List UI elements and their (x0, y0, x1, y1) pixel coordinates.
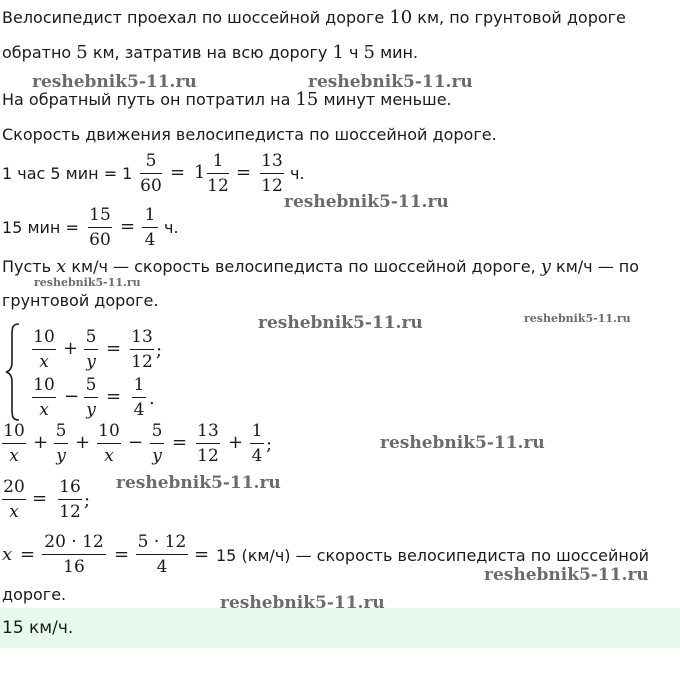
fraction: 13 12 (131, 327, 153, 372)
fraction: 1 4 (142, 204, 158, 251)
watermark: reshebnik5-11.ru (258, 313, 423, 333)
fraction: 5 y (85, 375, 97, 420)
watermark: reshebnik5-11.ru (284, 192, 449, 212)
answer-box (0, 608, 680, 648)
watermark: reshebnik5-11.ru (116, 473, 281, 493)
fraction: 10 x (98, 421, 120, 466)
fraction: 5 · 12 4 (137, 532, 187, 577)
watermark: reshebnik5-11.ru (34, 276, 141, 289)
fraction: 10 x (33, 375, 55, 420)
let-statement: Пусть x км/ч — скорость велосипедиста по шоссейной дороге, y км/ч — по (2, 256, 640, 277)
fraction: 5 y (55, 421, 67, 466)
fraction: 13 12 (261, 151, 283, 196)
fraction: 5 y (151, 421, 163, 466)
watermark: reshebnik5-11.ru (220, 593, 385, 613)
let-statement-cont: грунтовой дороге. (2, 291, 159, 310)
fraction: 15 60 (89, 205, 111, 250)
fraction: 13 12 (197, 421, 219, 466)
system-brace (4, 322, 22, 422)
fraction: 20 x (3, 477, 25, 522)
fraction: 16 12 (59, 477, 81, 522)
watermark: reshebnik5-11.ru (308, 72, 473, 92)
watermark: reshebnik5-11.ru (524, 312, 631, 325)
fraction: 5 60 (140, 151, 162, 196)
section-heading: Скорость движения велосипедиста по шоссейной дороге. (2, 125, 497, 144)
problem-line-2: обратно 5 км, затратив на всю дорогу 1 ч 5 мин. (2, 42, 419, 63)
answer-text: 15 км/ч. (2, 618, 74, 638)
fraction: 1 4 (133, 375, 145, 420)
fraction: 1 4 (251, 421, 263, 466)
fraction: 10 x (33, 327, 55, 372)
fraction: 20 · 12 16 (42, 531, 106, 578)
watermark: reshebnik5-11.ru (484, 565, 649, 585)
fraction: 10 x (3, 421, 25, 466)
fraction: 1 12 (207, 151, 229, 196)
watermark: reshebnik5-11.ru (32, 72, 197, 92)
problem-line-1: Велосипедист проехал по шоссейной дороге 10 км, по грунтовой дороге (2, 7, 626, 28)
watermark: reshebnik5-11.ru (380, 433, 545, 453)
fraction: 5 y (85, 327, 97, 372)
problem-line-3: На обратный путь он потратил на 15 минут меньше. (2, 89, 452, 110)
